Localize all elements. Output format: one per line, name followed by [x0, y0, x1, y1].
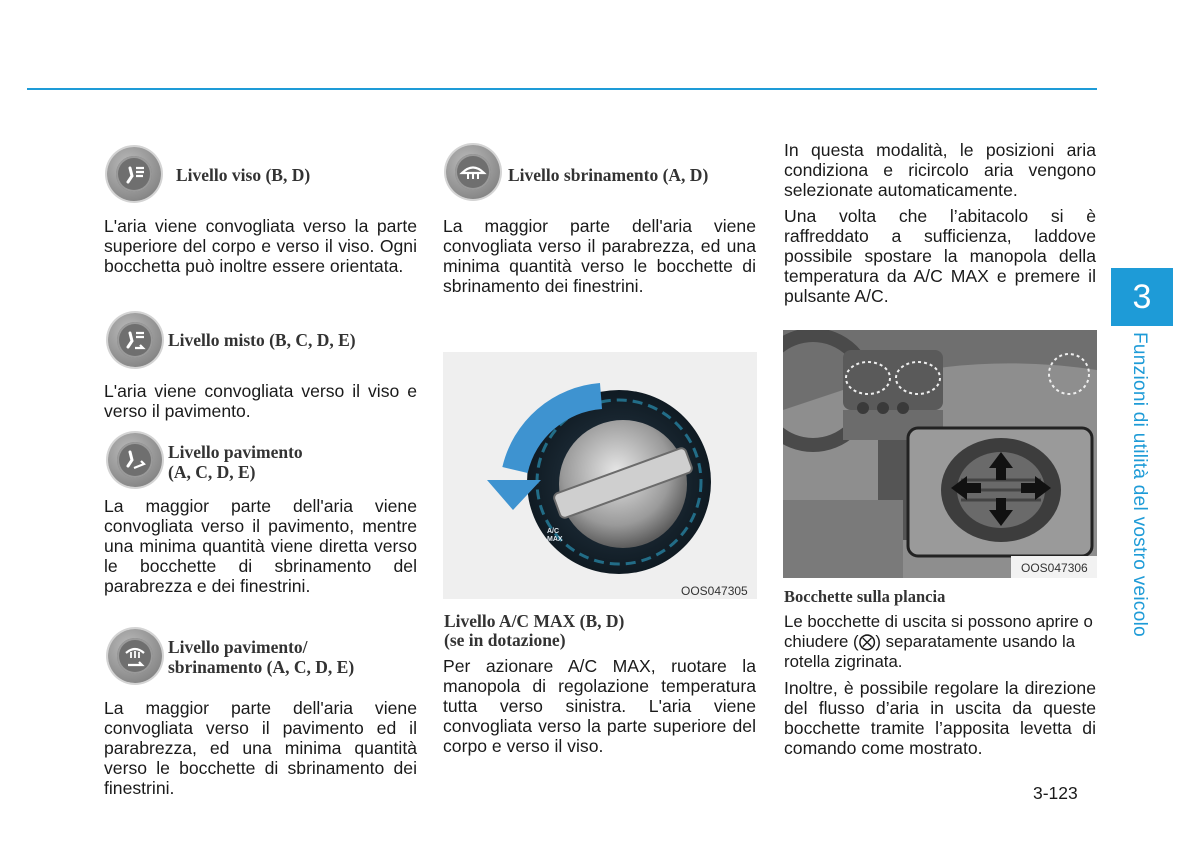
- chapter-title-vertical: [1128, 332, 1158, 637]
- acmax-title-2: (se in dotazione): [444, 630, 566, 650]
- page-number: 3-123: [1033, 783, 1078, 803]
- vent-bilevel-icon: [108, 313, 162, 367]
- knob-illustration: [443, 352, 757, 599]
- figure-acmax-knob: [443, 352, 757, 599]
- mode-bilevel-title: Livello misto (B, C, D, E): [168, 330, 356, 350]
- mode-floor-defrost-text: La maggior parte dell'aria viene convogliata verso il pavimento ed il parabrezza, ed una minima quantità verso le bocchette di sbrinamento dei finestrini.: [104, 698, 417, 798]
- chapter-title-text: Funzioni di utilità del vostro veicolo: [1129, 332, 1150, 637]
- figure-dashboard-vents: [783, 330, 1097, 578]
- defrost-icon: [446, 145, 500, 199]
- mode-defrost-title: Livello sbrinamento (A, D): [508, 165, 709, 185]
- acmax-title-1: Livello A/C MAX (B, D): [444, 611, 625, 631]
- chapter-tab: 3: [1111, 268, 1173, 326]
- mode-floor-defrost-title-1: Livello pavimento/: [168, 637, 308, 657]
- mode-floor-title-1: Livello pavimento: [168, 442, 303, 462]
- col3-para2: Una volta che l’abitacolo si è raffreddato a sufficienza, laddove possibile spostare la manopola della temperatura da A/C MAX e premere il pulsante A/C.: [784, 206, 1096, 306]
- mode-face-text: L'aria viene convogliata verso la parte superiore del corpo e verso il viso. Ogni bocchetta può inoltre essere orientata.: [104, 216, 417, 276]
- acmax-text: Per azionare A/C MAX, ruotare la manopola di regolazione temperatura tutta verso sinistra. L'aria viene convogliata verso la parte superiore del corpo e verso il viso.: [443, 656, 756, 756]
- vent-face-icon: [107, 147, 161, 201]
- col3-para1: In questa modalità, le posizioni aria condiziona e ricircolo aria vengono selezionate automaticamente.: [784, 140, 1096, 200]
- header-rule: [27, 88, 1097, 90]
- figure-caption: OOS047305: [681, 584, 748, 598]
- mode-floor-title-2: (A, C, D, E): [168, 462, 256, 482]
- dashboard-illustration: [783, 330, 1097, 578]
- vent-floor-defrost-icon: [108, 629, 162, 683]
- mode-face-title: Livello viso (B, D): [176, 165, 311, 185]
- vents-text: Le bocchette di uscita si possono aprire o chiudere (⨂) separatamente usando la rotella zigrinata.: [784, 612, 1093, 671]
- figure-caption-2: OOS047306: [1021, 561, 1088, 575]
- mode-defrost-text: La maggior parte dell'aria viene convogliata verso il parabrezza, ed una minima quantità verso le bocchette di sbrinamento dei finestrini.: [443, 216, 756, 296]
- mode-floor-defrost-title-2: sbrinamento (A, C, D, E): [168, 657, 355, 677]
- col3-para3: Inoltre, è possibile regolare la direzione del flusso d’aria in uscita da queste bocchette tramite l’apposita levetta di comando come mostrato.: [784, 678, 1096, 758]
- vent-floor-icon: [108, 433, 162, 487]
- mode-floor-text: La maggior parte dell'aria viene convogliata verso il pavimento, mentre una minima quantità viene diretta verso le bocchette di sbrinamento del parabrezza e dei finestrini.: [104, 496, 417, 596]
- vents-title: Bocchette sulla plancia: [784, 587, 946, 606]
- knob-acmax-label: A/C MAX: [547, 528, 563, 543]
- mode-bilevel-text: L'aria viene convogliata verso il viso e verso il pavimento.: [104, 381, 417, 421]
